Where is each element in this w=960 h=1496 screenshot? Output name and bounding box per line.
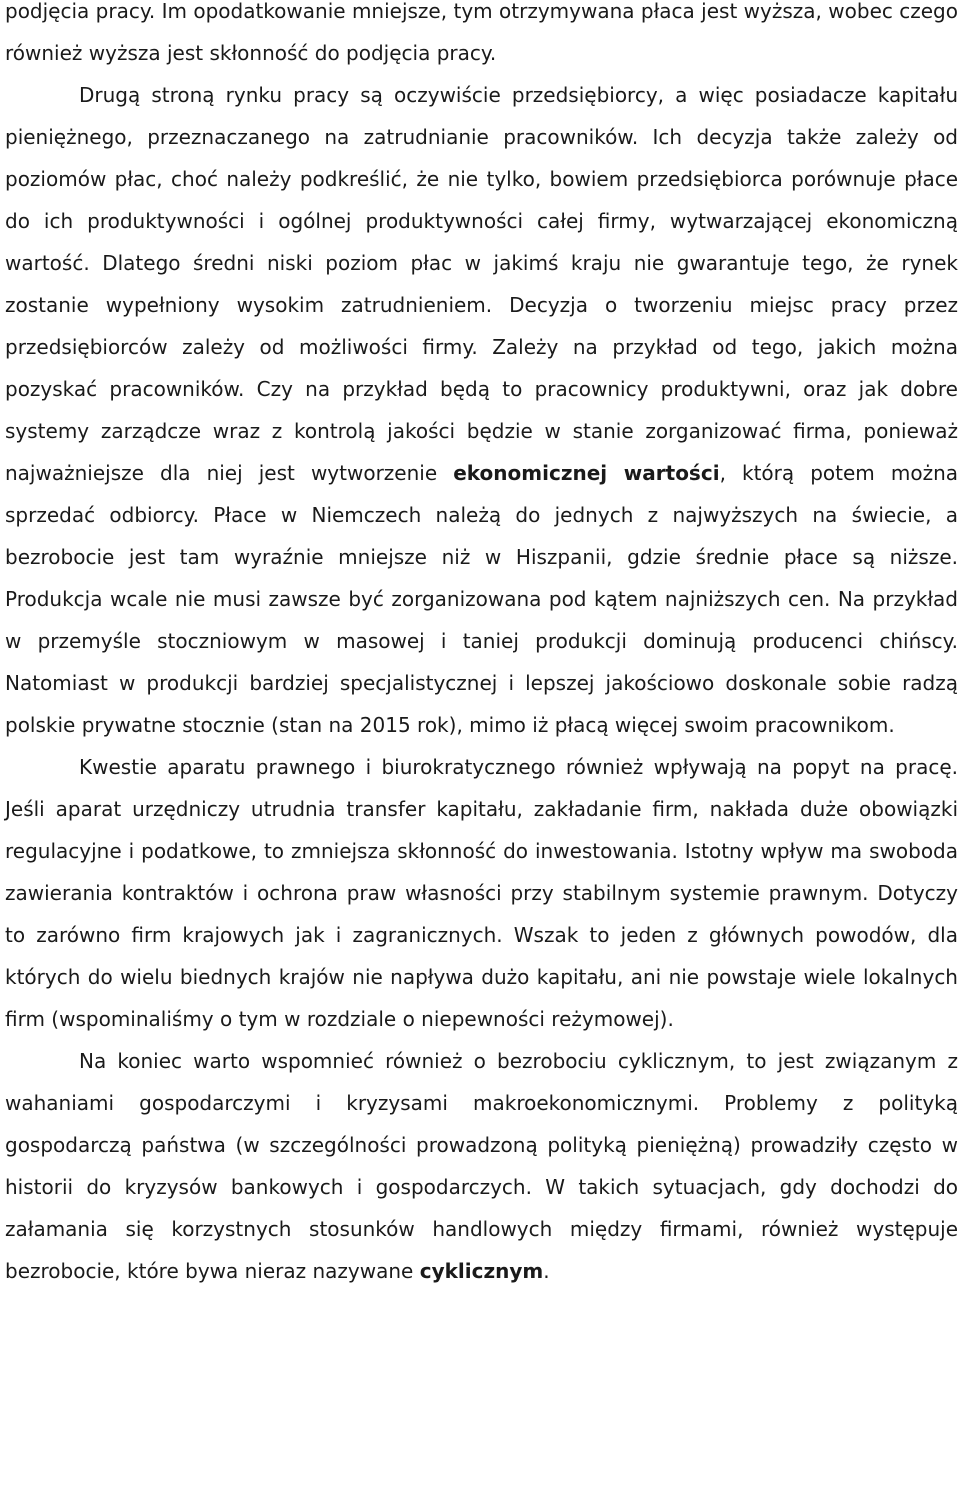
paragraph-1-text: podjęcia pracy. Im opodatkowanie mniejsze, tym otrzymywana płaca jest wyższa, wobec czego również wyższa jest skłonność do podjęcia pracy. <box>5 0 958 65</box>
paragraph-4 <box>5 1040 958 1292</box>
emphasis-cyclical: cyklicznym <box>419 1259 544 1283</box>
paragraph-2-text-a: Drugą stroną rynku pracy są oczywiście przedsiębiorcy, a więc posiadacze kapitału pieniężnego, przeznaczanego na zatrudnianie pracowników. Ich decyzja także zależy od poziomów płac, choć należy podkreślić, że nie tylko, bowiem przedsiębiorca porównuje płace do ich produktywności i ogólnej produktywności całej firmy, wytwarzającej ekonomiczną wartość. Dlatego średni niski poziom płac w jakimś kraju nie gwarantuje tego, że rynek zostanie wypełniony wysokim zatrudnieniem. Decyzja o tworzeniu miejsc pracy przez przedsiębiorców zależy od możliwości firmy. Zależy na przykład od tego, jakich można pozyskać pracowników. Czy na przykład będą to pracownicy produktywni, oraz jak dobre systemy zarządcze wraz z kontrolą jakości będzie w stanie zorganizować firma, ponieważ najważniejsze dla niej jest wytworzenie <box>5 83 958 485</box>
paragraph-3 <box>5 746 958 1040</box>
paragraph-1 <box>5 0 958 74</box>
paragraph-2-text-b: , którą potem można sprzedać odbiorcy. Płace w Niemczech należą do jednych z najwyższych na świecie, a bezrobocie jest tam wyraźnie mniejsze niż w Hiszpanii, gdzie średnie płace są niższe. Produkcja wcale nie musi zawsze być zorganizowana pod kątem najniższych cen. Na przykład w przemyśle stoczniowym w masowej i taniej produkcji dominują producenci chińscy. Natomiast w produkcji bardziej specjalistycznej i lepszej jakościowo doskonale sobie radzą polskie prywatne stocznie (stan na 2015 rok), mimo iż płacą więcej swoim pracownikom. <box>5 461 958 737</box>
paragraph-4-text-b: . <box>543 1259 550 1283</box>
paragraph-2 <box>5 74 958 746</box>
emphasis-economic-value: ekonomicznej wartości <box>453 461 720 485</box>
paragraph-3-text: Kwestie aparatu prawnego i biurokratycznego również wpływają na popyt na pracę. Jeśli aparat urzędniczy utrudnia transfer kapitału, zakładanie firm, nakłada duże obowiązki regulacyjne i podatkowe, to zmniejsza skłonność do inwestowania. Istotny wpływ ma swoboda zawierania kontraktów i ochrona praw własności przy stabilnym systemie prawnym. Dotyczy to zarówno firm krajowych jak i zagranicznych. Wszak to jeden z głównych powodów, dla których do wielu biednych krajów nie napływa dużo kapitału, ani nie powstaje wiele lokalnych firm (wspominaliśmy o tym w rozdziale o niepewności reżymowej). <box>5 755 958 1031</box>
paragraph-4-text-a: Na koniec warto wspomnieć również o bezrobociu cyklicznym, to jest związanym z wahaniami gospodarczymi i kryzysami makroekonomicznymi. Problemy z polityką gospodarczą państwa (w szczególności prowadzoną polityką pieniężną) prowadziły często w historii do kryzysów bankowych i gospodarczych. W takich sytuacjach, gdy dochodzi do załamania się korzystnych stosunków handlowych między firmami, również występuje bezrobocie, które bywa nieraz nazywane <box>5 1049 958 1283</box>
